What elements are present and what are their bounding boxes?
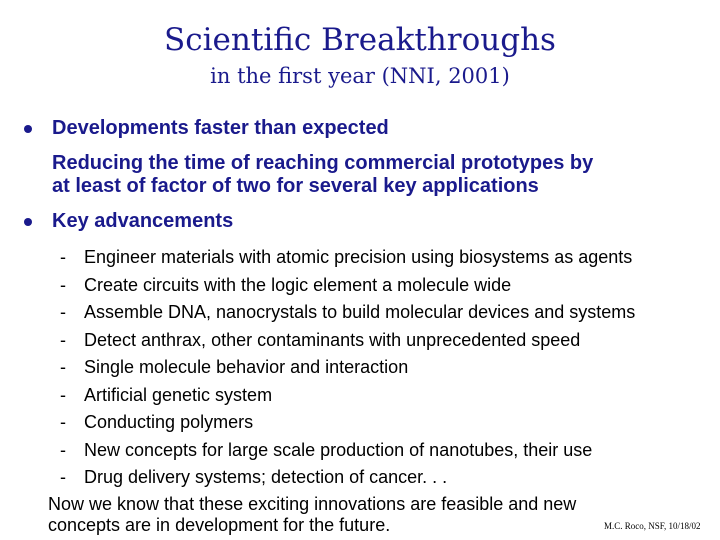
list-item — [60, 382, 635, 410]
dash-marker: - — [60, 274, 66, 295]
list-item-text: Drug delivery systems; detection of cancer. . . — [84, 467, 448, 487]
dash-marker: - — [60, 412, 66, 432]
bullet-text: Key advancements — [52, 210, 234, 232]
dash-marker: - — [60, 467, 66, 487]
bullet-dot-icon — [24, 218, 32, 226]
dash-marker: - — [60, 329, 66, 350]
list-item — [60, 272, 635, 300]
list-item-text: New concepts for large scale production of nanotubes, their use — [84, 439, 593, 460]
bullet-text: Developments faster than expected — [52, 117, 389, 139]
closing-line: Now we know that these exciting innovations are feasible and new — [48, 494, 577, 514]
paragraph-line: Reducing the time of reaching commercial prototypes by — [52, 152, 594, 174]
dash-marker: - — [60, 439, 66, 460]
paragraph-prototypes — [52, 152, 712, 198]
list-item-text: Assemble DNA, nanocrystals to build molecular devices and systems — [84, 302, 636, 322]
list-item — [60, 409, 635, 437]
dash-marker: - — [60, 357, 66, 377]
slide-credit: M.C. Roco, NSF, 10/18/02 — [604, 521, 701, 531]
closing-statement — [48, 494, 576, 536]
list-item — [60, 244, 635, 272]
dash-marker: - — [60, 302, 66, 322]
advancements-list — [60, 244, 635, 492]
list-item — [60, 437, 635, 465]
bullet-dot-icon — [24, 125, 32, 133]
list-item-text: Conducting polymers — [84, 412, 254, 432]
list-item — [60, 354, 635, 382]
slide-title: Scientific Breakthroughs — [164, 22, 556, 58]
list-item — [60, 299, 635, 327]
list-item-text: Single molecule behavior and interaction — [84, 357, 409, 377]
paragraph-line: at least of factor of two for several key applications — [52, 175, 539, 197]
dash-marker: - — [60, 384, 66, 405]
closing-line: concepts are in development for the future. — [48, 515, 391, 535]
list-item-text: Detect anthrax, other contaminants with unprecedented speed — [84, 329, 581, 350]
list-item-text: Engineer materials with atomic precision using biosystems as agents — [84, 247, 633, 267]
list-item — [60, 464, 635, 492]
list-item-text: Artificial genetic system — [84, 384, 273, 405]
slide-subtitle: in the first year (NNI, 2001) — [210, 64, 510, 88]
dash-marker: - — [60, 247, 66, 267]
list-item — [60, 327, 635, 355]
list-item-text: Create circuits with the logic element a molecule wide — [84, 274, 512, 295]
